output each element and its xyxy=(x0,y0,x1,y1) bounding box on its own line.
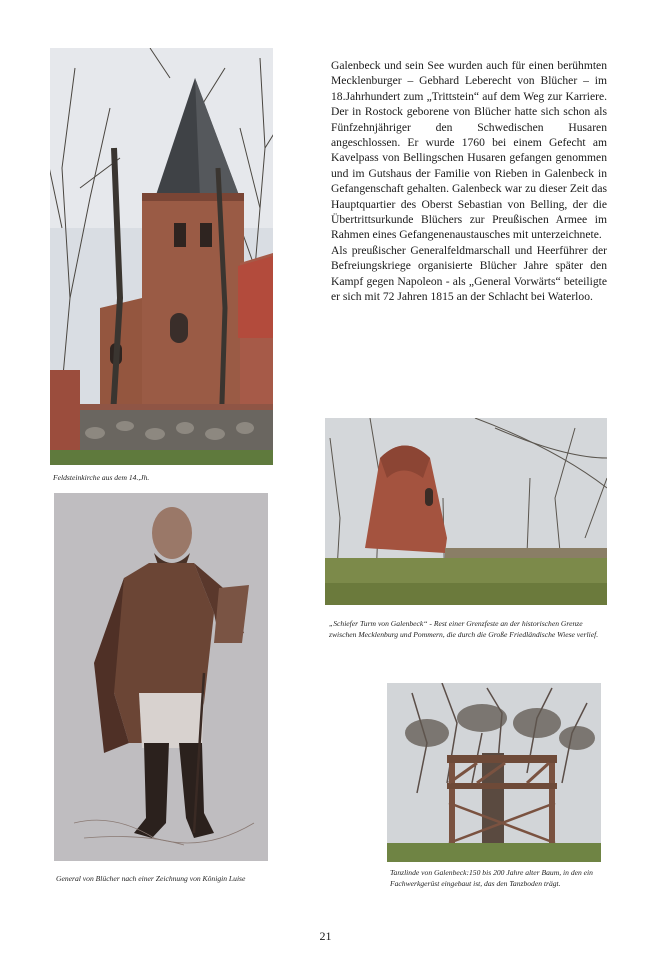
church-photo xyxy=(50,48,273,465)
caption-tower: „Schiefer Turm von Galenbeck“ - Rest einer Grenzfeste an der historischen Grenze zwischen Mecklenburg und Pommern, die durch die Große Friedländische Wiese verlief. xyxy=(329,619,599,639)
paragraph-1: Galenbeck und sein See wurden auch für einen berühmten Mecklenburger – Gebhard Leberecht von Blücher – im 18.Jahrhundert zum „Trittstein“ auf dem Weg zur Karriere. Der in Rostock geborene von Blücher hatte sich schon als Fünfzehnjähriger den Schwedischen Husaren angeschlossen. Er wurde 1760 bei einem Gefecht am Kavelpass von Bellingschen Husaren gefangen genommen und im Gutshaus der Familie von Rieben in Galenbeck in Gefangenschaft gehalten. Galenbeck war zu dieser Zeit das Hauptquartier des Oberst Sebastian von Belling, der die Übertrittsurkunde Blüchers zur Preußischen Armee im Rahmen eines Gefangenenaustausches mit unterzeichnete. xyxy=(331,59,607,242)
caption-blucher: General von Blücher nach einer Zeichnung von Königin Luise xyxy=(56,874,246,883)
page-number: 21 xyxy=(319,929,332,943)
caption-tanzlinde: Tanzlinde von Galenbeck:150 bis 200 Jahre alter Baum, in den ein Fachwerkgerüst eingebaut ist, das den Tanzboden trägt. xyxy=(390,868,593,888)
caption-church: Feldsteinkirche aus dem 14.,Jh. xyxy=(53,473,150,482)
body-text xyxy=(331,58,607,305)
blucher-drawing xyxy=(54,493,268,861)
tanzlinde-photo xyxy=(387,683,601,862)
tower-photo xyxy=(325,418,607,605)
paragraph-2: Als preußischer Generalfeldmarschall und Heerführer der Befreiungskriege organisierte Blücher Jahre später den Kampf gegen Napoleon - als „General Vorwärts“ beteiligte er sich mit 72 Jahren 1815 an der Schlacht bei Waterloo. xyxy=(331,243,607,304)
